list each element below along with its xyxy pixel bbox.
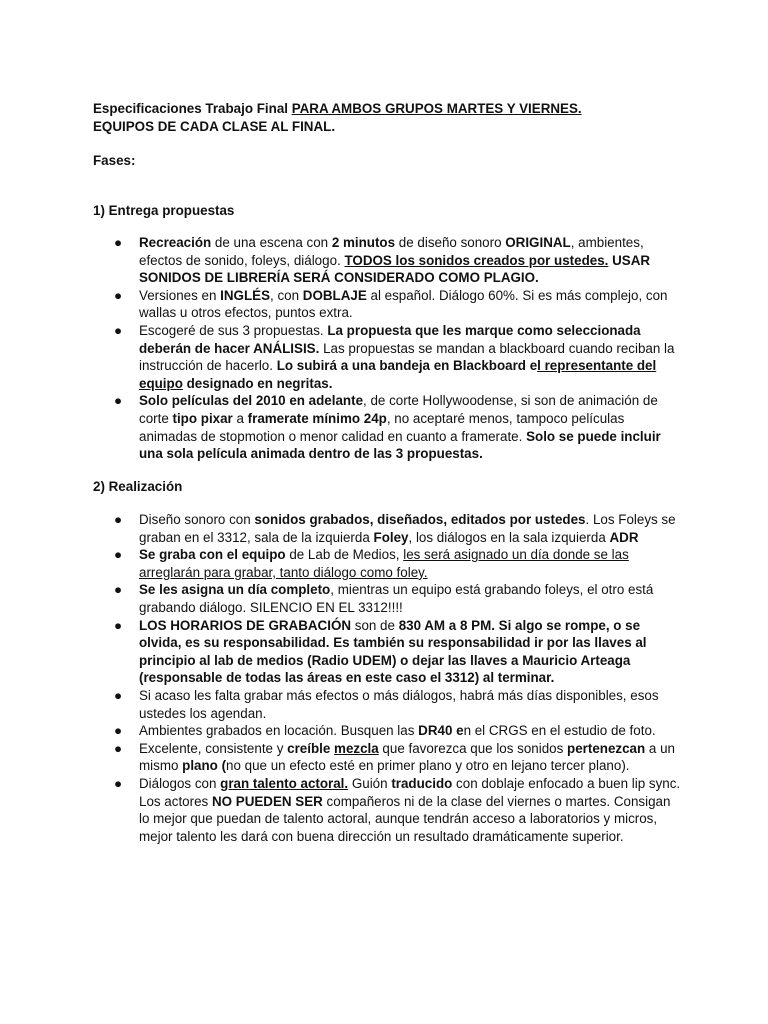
text-run: les será asignado un día donde se las arreglarán para grabar, tanto diálogo como foley. [139,547,629,580]
text-run: , los diálogos en la sala izquierda [408,529,610,545]
bullet-dot-icon: ● [114,322,123,338]
bullet-dot-icon: ● [114,287,123,303]
section1-heading-text: 1) Entrega propuestas [93,203,235,218]
text-run: Guión [348,775,392,791]
list-item [93,775,683,845]
fases-text: Fases: [93,153,136,168]
text-run: tipo pixar [172,410,233,426]
text-run: pertenezcan [567,740,646,756]
list-item [93,234,683,287]
section2-heading-text: 2) Realización [93,479,183,494]
title-plain: Especificaciones Trabajo Final [93,101,292,116]
text-run: traducido [391,775,453,791]
section1-list [93,234,683,463]
text-run: , no aceptaré menos, tampoco películas animadas de stopmotion o menor calidad en cuanto a framerate. [139,410,625,444]
bullet-dot-icon: ● [114,235,123,250]
list-item [93,617,683,687]
text-run: de diseño sonoro [395,235,506,250]
text-run: creíble [287,740,335,756]
text-run: sonidos grabados, diseñados, editados por ustedes [254,512,586,527]
text-run: a un mismo [139,740,675,774]
title-underlined: PARA AMBOS GRUPOS MARTES Y VIERNES. [291,101,582,116]
text-run: Ambientes grabados en locación. Busquen las [139,723,419,739]
text-run: Se graba con el equipo [139,547,286,563]
list-item [93,740,683,775]
list-item-text [139,393,661,461]
bullet-dot-icon: ● [114,582,123,598]
section2-heading [93,478,693,496]
text-run: USAR SONIDOS DE LIBRERÍA SERÁ CONSIDERADO COMO PLAGIO. [139,252,651,286]
text-run: , mientras un equipo está grabando foleys, el otro está grabando diálogo. SILENCIO EN EL 3312!!!! [139,582,654,615]
text-run: Si acaso les falta grabar más efectos o más diálogos, habrá más días disponibles, esos ustedes los agendan. [139,687,659,721]
text-run: a [232,410,248,426]
list-item-text [139,723,656,738]
text-run: TODOS los sonidos creados por ustedes. [344,252,609,268]
bullet-dot-icon: ● [114,617,123,633]
text-run: ORIGINAL [505,235,571,250]
bullet-dot-icon: ● [114,393,123,409]
bullet-dot-icon: ● [114,775,123,791]
text-run: INGLÉS [220,287,271,303]
text-run: de Lab de Medios, [285,547,404,563]
text-run: DR40 e [418,723,464,739]
text-run: l representante del equipo [139,358,657,391]
text-run: de una escena con [211,235,332,250]
section1-heading [93,202,693,220]
text-run: framerate mínimo 24p [247,410,387,426]
text-run: Versiones en [139,287,221,303]
list-item-text [139,288,668,321]
list-item [93,581,683,616]
text-run: Solo películas del 2010 en adelante [139,393,364,409]
text-run: Recreación [139,235,212,250]
text-run: gran talento actoral. [220,775,349,791]
text-run: , con [270,287,303,303]
section2-list [93,511,683,845]
fases-label [93,152,693,170]
list-item-text [139,776,680,844]
text-run: plano ( [182,758,227,774]
list-item-text [139,235,650,285]
list-item-text [139,547,629,580]
text-run: son de [351,617,399,633]
text-run: no que un efecto esté en primer plano y otro en lejano tercer plano). [226,758,630,774]
text-run: ADR [609,529,639,545]
text-run: Lo subirá a una bandeja en Blackboard e [276,358,538,374]
list-item [93,722,683,740]
text-run: Se les asigna un día completo [139,582,331,598]
list-item-text [139,688,659,721]
text-run: LOS HORARIOS DE GRABACIÓN [139,617,352,633]
list-item-text [139,582,653,615]
list-item [93,392,683,462]
list-item-text [139,323,674,391]
text-run: con doblaje enfocado a buen lip sync. Los actores [139,775,681,809]
text-run: , ambientes, efectos de sonido, foleys, diálogo. [139,235,644,268]
text-run: . Los Foleys se graban en el 3312, sala de la izquierda [139,512,676,545]
list-item [93,322,683,392]
text-run: Diseño sonoro con [139,512,255,527]
list-item [93,511,683,546]
list-item-text [139,741,675,774]
text-run: mezcla [334,740,379,756]
title-line2: EQUIPOS DE CADA CLASE AL FINAL. [93,118,336,134]
text-run: Diálogos con [139,775,221,791]
text-run: NO PUEDEN SER [211,793,323,809]
bullet-dot-icon: ● [114,740,123,756]
text-run: que favorezca que los sonidos [378,740,568,756]
text-run: Excelente, consistente y [139,740,288,756]
text-run: La propuesta que les marque como seleccionada deberán de hacer ANÁLISIS. [139,322,641,356]
text-run: 830 AM a 8 PM. Si algo se rompe, o se olvida, es su responsabilidad. Es también su responsabilidad ir por las llaves al principio al lab de medios (Radio UDEM) o dejar las llaves a Mauricio Arteaga (responsable de todas las áreas en este caso el 3312) al terminar. [139,617,647,686]
text-run: Escogeré de sus 3 propuestas. [139,322,328,338]
text-run: 2 minutos [331,235,396,250]
text-run: designado en negritas. [182,375,333,391]
text-run: Foley [373,529,409,545]
bullet-dot-icon: ● [114,687,123,703]
list-item [93,687,683,722]
text-run: Solo se puede incluir una sola película animada dentro de las 3 propuestas. [139,428,661,462]
list-item [93,287,683,322]
text-run: al español. Diálogo 60%. Si es más complejo, con wallas u otros efectos, puntos extra. [139,287,668,321]
text-run: n el CRGS en el estudio de foto. [463,723,656,739]
list-item-text [139,512,676,545]
bullet-dot-icon: ● [114,547,123,563]
list-item-text [139,618,647,686]
bullet-dot-icon: ● [114,512,123,527]
document-title [93,100,693,135]
list-item [93,546,683,581]
text-run: , de corte Hollywoodense, si son de animación de corte [139,393,658,426]
bullet-dot-icon: ● [114,723,123,739]
text-run: DOBLAJE [302,287,367,303]
text-run: Las propuestas se mandan a blackboard cuando reciban la instrucción de hacerlo. [139,340,675,374]
text-run: compañeros ni de la clase del viernes o martes. Consigan lo mejor que puedan de talento actoral, aunque tendrán acceso a laboratorios y micros, mejor talento les dará con buena dirección un resultado dramáticamente superior. [139,793,671,844]
